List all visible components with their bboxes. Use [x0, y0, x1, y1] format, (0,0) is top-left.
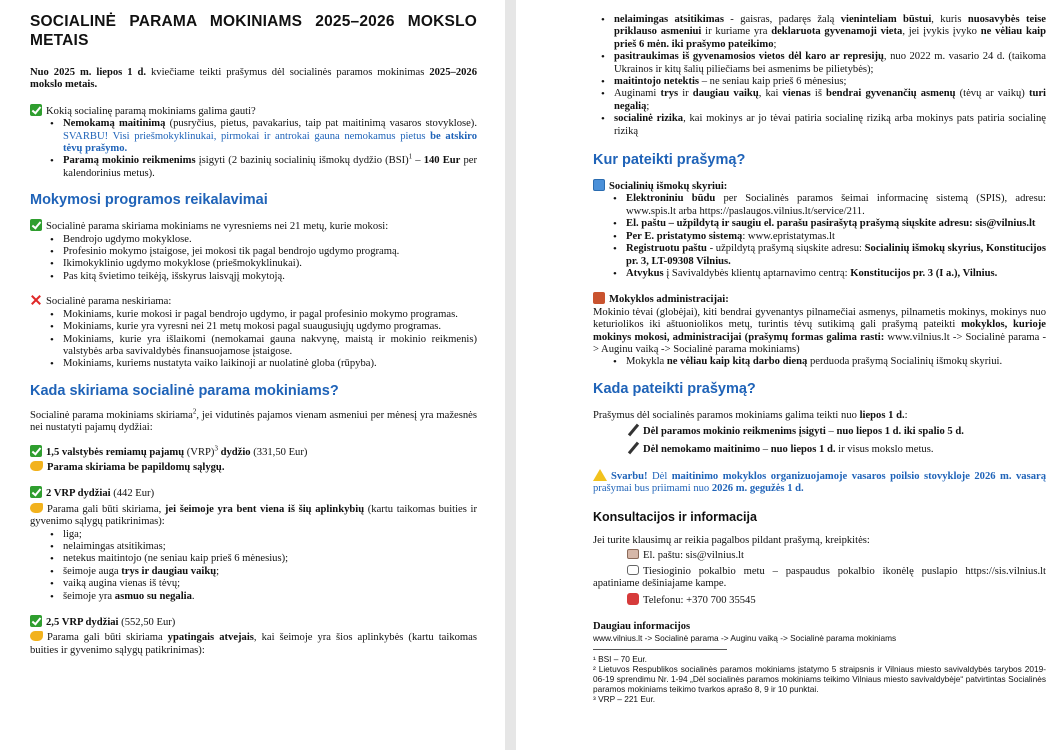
document-page-right	[516, 0, 1062, 750]
eligible-list	[30, 234, 477, 284]
list-item: • Profesinio mokymo įstaigose, jei mokosi tik pagal bendrojo ugdymo programą.	[30, 246, 477, 258]
list-item: • Nemokamą maitinimą (pusryčius, pietus, pavakarius, taip pat maitinimą vasaros stovyklose). SVARBU! Visi priešmokyklinukai, pirmokai ir antrokai gauna nemokamus pietus be atskiro tėvų prašymo.	[30, 118, 477, 155]
list-item: • Atvykus į Savivaldybės klientų aptarnavimo centrą: Konstitucijos pr. 3 (I a.), Vilnius.	[593, 268, 1046, 280]
intro-paragraph	[30, 67, 477, 92]
office-heading: Socialinių išmokų skyriui:	[593, 179, 1046, 193]
threshold-3: 2,5 VRP dydžiai (552,50 Eur)	[30, 615, 477, 629]
threshold-3-note: Parama gali būti skiriama ypatingais atvejais, kai šeimoje yra šios aplinkybės (kartu taikomas buities ir gyvenimo sąlygų patikrinimas):	[30, 632, 477, 656]
pointing-hand-icon	[30, 461, 43, 471]
list-item: • Paramą mokinio reikmenims įsigyti (2 bazinių socialinių išmokų dydžio (BSI)$^1$ – 140 Eur per kalendorinius metus).	[30, 155, 477, 180]
list-item: • El. paštu – užpildytą ir saugiu el. parašu pasirašytą prašymą siųskite adresu: sis@vilnius.lt	[593, 218, 1046, 230]
footnote-1: ¹ BSI – 70 Eur.	[593, 653, 647, 664]
support-question-text: Kokią socialinę paramą mokiniams galima gauti?	[46, 105, 256, 117]
consult-chat: Tiesioginio pokalbio metu – paspaudus pokalbio ikonėlę puslapio https://sis.vilnius.lt apatiniame dešiniajame kampe.	[593, 565, 1046, 589]
list-item: • Auginami trys ir daugiau vaikų, kai vienas iš bendrai gyvenančių asmenų (tėvų ar vaikų) turi negalią;	[581, 88, 1046, 113]
threshold-2: 2 VRP dydžiai (442 Eur)	[30, 486, 477, 500]
deadline-intro: Prašymus dėl socialinės paramos mokiniams galima teikti nuo liepos 1 d.:	[593, 409, 908, 421]
list-item: • Mokiniams, kuriems nustatyta vaiko laikinoji ar nuolatinė globa (rūpyba).	[30, 358, 477, 370]
more-info-heading: Daugiau informacijos	[593, 620, 691, 632]
list-item: • pasitraukimas iš gyvenamosios vietos dėl karo ar represijų, nuo 2022 m. vasario 24 d. (taikoma Ukrainos ir kitų šalių piliečiams bei asmenims be pilietybės);	[581, 51, 1046, 76]
list-item: • Mokykla ne vėliau kaip kitą darbo dieną perduoda prašymą Socialinių išmokų skyriui.	[593, 356, 1046, 368]
school-paragraph: Mokinio tėvai (globėjai), kiti bendrai gyvenantys pilnamečiai asmenys, pilnametis mokinys, mokinys nuo keturiolikos iki aštuoniolikos metų, turintis tėvų sutikimą gali prašymą pateikti mokyklos, kurioje mokinys mokosi, administracijai (prašymų formas galima rasti: www.vilnius.lt -> Socialinė parama -> Auginu vaiką -> Socialinė parama mokiniams)	[593, 306, 1047, 355]
list-item: • vaiką augina vienas iš tėvų;	[30, 578, 477, 590]
page-gap	[505, 0, 516, 750]
threshold-1-note: Parama skiriama be papildomų sąlygų.	[30, 461, 477, 474]
office-icon	[593, 179, 605, 191]
list-item: • Bendrojo ugdymo mokyklose.	[30, 234, 477, 246]
document-title: SOCIALINĖ PARAMA MOKINIAMS 2025–2026 MOKSLO METAIS	[30, 13, 477, 49]
section-heading-requirements: Mokymosi programos reikalavimai	[30, 192, 268, 209]
section-heading-consultations: Konsultacijos ir informacija	[593, 509, 757, 524]
more-info-link[interactable]: www.vilnius.lt -> Socialinė parama -> Auginu vaiką -> Socialinė parama mokiniams	[593, 632, 897, 643]
consult-phone: Telefonu: +370 700 35545	[593, 593, 1046, 607]
intro-text: kviečiame teikti prašymus dėl socialinės paramos mokinimas	[146, 67, 430, 78]
deadline-meals: Dėl nemokamo maitinimo – nuo liepos 1 d. ir visus mokslo metus.	[593, 442, 1046, 456]
footnote-divider	[593, 649, 727, 650]
footnote-2: ² Lietuvos Respublikos socialinės paramos mokiniams įstatymo 5 straipsnis ir Vilniaus miesto savivaldybės tarybos 2019-06-19 sprendimu Nr. 1-94 „Dėl socialinės paramos mokiniams teikimo Vilniaus miesto savivaldybėje“ patvirtintas Socialinės paramos mokiniams teikimo tvarkos aprašo 8, 9 ir 10 punktai.	[593, 663, 1046, 694]
footnote-3: ³ VRP – 221 Eur.	[593, 693, 656, 704]
list-item: • Mokiniams, kurie yra išlaikomi (nemokamai gauna nakvynę, maistą ir mokinio reikmenis) valstybės arba savivaldybės finansuojamose įstaigose.	[30, 334, 477, 359]
deadline-supplies: Dėl paramos mokinio reikmenims įsigyti – nuo liepos 1 d. iki spalio 5 d.	[593, 424, 1046, 438]
pencil-icon	[627, 424, 639, 436]
list-item: • maitintojo netektis – ne seniau kaip prieš 6 mėnesius;	[581, 76, 1046, 88]
support-question	[30, 104, 477, 118]
section-heading-where: Kur pateikti prašymą?	[593, 152, 746, 169]
consult-intro: Jei turite klausimų ar reikia pagalbos pildant prašymą, kreipkitės:	[593, 534, 870, 546]
list-item: • nelaimingas atsitikimas - gaisras, padaręs žalą vieninteliam būstui, kuris nuosavybės teise priklauso asmeniui ir kuriame yra deklaruota gyvenamoji vieta, jei įvykis įvyko ne vėliau kaip prieš 6 mėn. iki prašymo pateikimo;	[581, 14, 1046, 51]
list-item: • Pas kitą švietimo teikėją, išskyrus laisvąjį mokytoją.	[30, 271, 477, 283]
not-eligible-intro: Socialinė parama neskiriama:	[30, 294, 477, 308]
list-item: • Registruotu paštu - užpildytą prašymą siųskite adresu: Socialinių išmokų skyrius, Konstitucijos pr. 3, LT-09308 Vilnius.	[593, 243, 1046, 268]
threshold-2-note: Parama gali būti skiriama, jei šeimoje yra bent viena iš šių aplinkybių (kartu taikomas buities ir gyvenimo sąlygų patikrinimas):	[30, 503, 478, 528]
pointing-hand-icon	[30, 503, 43, 513]
section-heading-when-granted: Kada skiriama socialinė parama mokiniams?	[30, 382, 339, 399]
check-icon	[30, 615, 42, 627]
list-item: • Ikimokyklinio ugdymo mokyklose (priešmokyklinukai).	[30, 258, 477, 270]
office-methods-list	[593, 193, 1046, 280]
eligible-intro: Socialinė parama skiriama mokiniams ne vyresniems nei 21 metų, kurie mokosi:	[30, 219, 477, 233]
school-list	[593, 356, 1046, 368]
school-heading: Mokyklos administracijai:	[593, 292, 1046, 306]
document-page-left	[0, 0, 505, 750]
threshold-1: 1,5 valstybės remiamų pajamų (VRP)$^3$ dydžio (331,50 Eur)	[30, 445, 477, 459]
list-item: • Per E. pristatymo sistemą: www.epristatymas.lt	[593, 231, 1046, 243]
intro-date: Nuo 2025 m. liepos 1 d.	[30, 67, 147, 78]
warning-icon	[593, 469, 607, 481]
special-cases-list	[581, 14, 1046, 138]
section-heading-deadline: Kada pateikti prašymą?	[593, 380, 756, 397]
when-paragraph: Socialinė parama mokiniams skiriama$^2$, jei vidutinės pajamos vienam asmeniui per mėnesį yra mažesnės nei nustatyti pajamų dydžiai:	[30, 407, 477, 434]
list-item: • nelaimingas atsitikimas;	[30, 541, 477, 553]
school-icon	[593, 292, 605, 304]
list-item: • socialinė rizika, kai mokinys ar jo tėvai patiria socialinę riziką arba mokinys pats patiria socialinę riziką	[581, 113, 1046, 138]
cross-icon	[30, 294, 42, 306]
check-icon	[30, 486, 42, 498]
important-notice: Svarbu! Dėl maitinimo mokyklos organizuojamoje vasaros poilsio stovykloje 2026 m. vasarą prašymai bus priimami nuo 2026 m. gegužės 1 d.	[593, 470, 1046, 495]
pencil-icon	[627, 442, 639, 454]
list-item: • Mokiniams, kurie yra vyresni nei 21 metų mokosi pagal suaugusiųjų ugdymo programas.	[30, 321, 477, 333]
list-item: • šeimoje auga trys ir daugiau vaikų;	[30, 566, 477, 578]
list-item: • liga;	[30, 529, 477, 541]
pointing-hand-icon	[30, 631, 43, 641]
intro-year: 2025–2026 mokslo metais.	[30, 67, 477, 91]
threshold-2-list	[30, 529, 477, 603]
support-list	[30, 118, 477, 180]
list-item: • Mokiniams, kurie mokosi ir pagal bendrojo ugdymo, ir pagal profesinio mokymo programas.	[30, 309, 477, 321]
consult-email: El. paštu: sis@vilnius.lt	[593, 549, 1046, 562]
chat-icon	[627, 565, 639, 575]
not-eligible-list	[30, 309, 477, 371]
phone-icon	[627, 593, 639, 605]
list-item: • Elektroniniu būdu per Socialinės paramos šeimai informacinę sistemą (SPIS), adresu: www.spis.lt arba https://paslaugos.vilnius.lt/service/211.	[593, 193, 1046, 218]
check-icon	[30, 445, 42, 457]
check-icon	[30, 104, 42, 116]
mail-icon	[627, 549, 639, 559]
list-item: • netekus maitintojo (ne seniau kaip prieš 6 mėnesius);	[30, 553, 477, 565]
check-icon	[30, 219, 42, 231]
list-item: • šeimoje yra asmuo su negalia.	[30, 591, 477, 603]
